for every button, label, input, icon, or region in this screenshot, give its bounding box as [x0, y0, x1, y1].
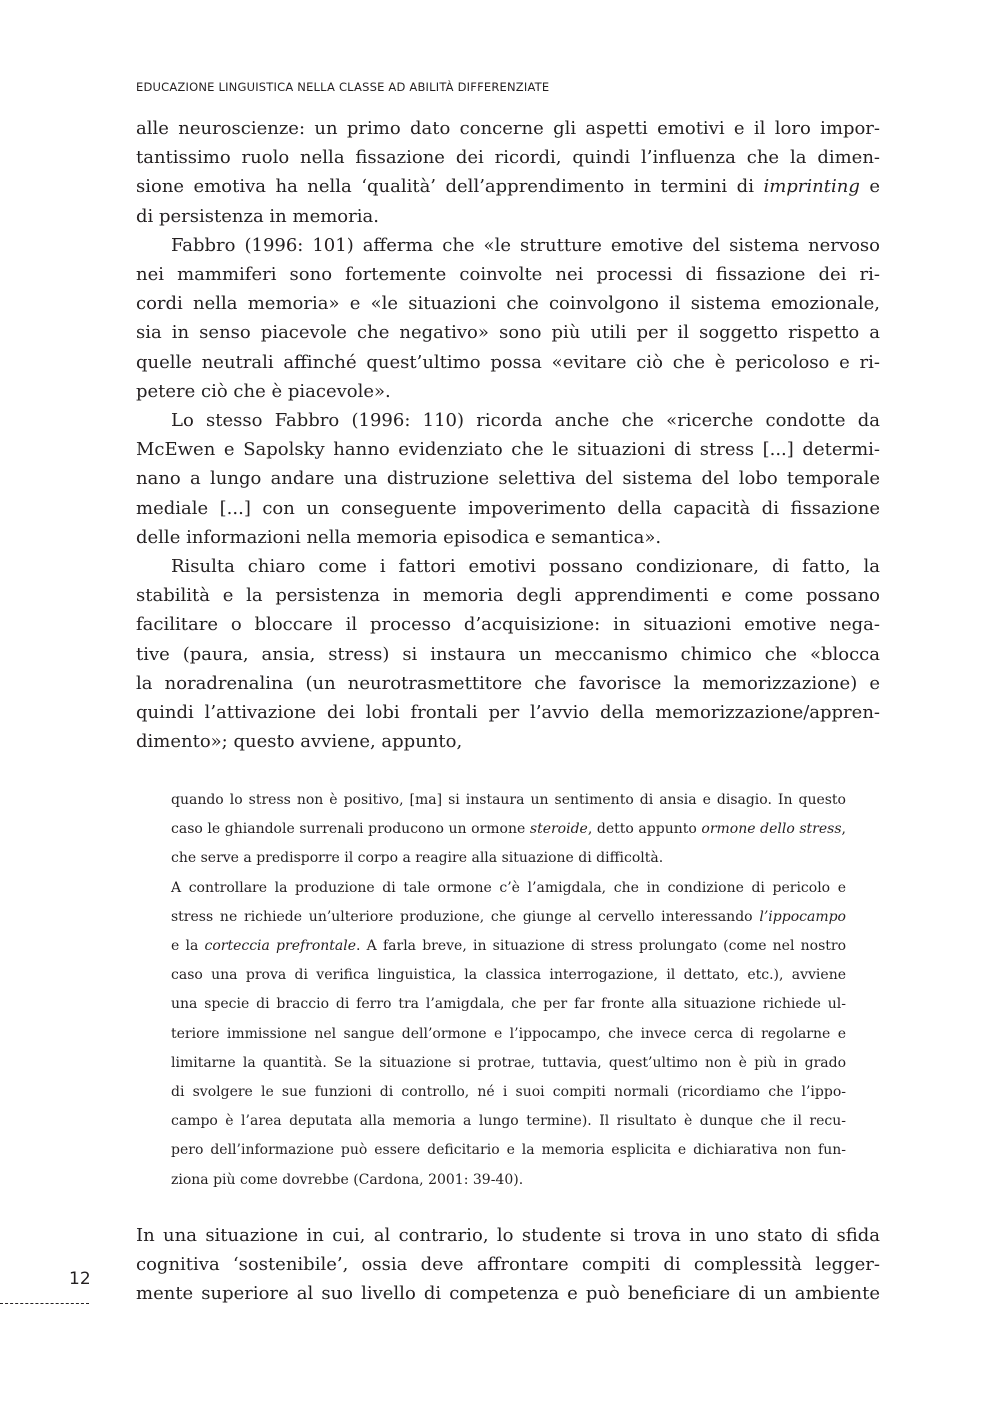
body-line: quindi l’attivazione dei lobi frontali per l’avvio della memorizzazione/appren- — [136, 702, 880, 723]
italic-term: ormone dello stress — [701, 821, 842, 838]
text-run: stress ne richiede un’ulteriore produzione, che giunge al cervello interessando — [171, 908, 760, 925]
body-line: sia in senso piacevole che negativo» sono più utili per il soggetto rispetto a — [136, 322, 880, 344]
italic-term: steroide — [529, 821, 588, 838]
text-run: caso le ghiandole surrenali producono un ormone — [171, 821, 530, 838]
quote-line — [171, 815, 846, 844]
text-run: . A farla breve, in situazione di stress prolungato (come nel nostro — [356, 938, 846, 954]
body-line — [136, 172, 880, 201]
body-line: stabilità e la persistenza in memoria degli apprendimenti e come possano — [136, 585, 880, 607]
body-line: di persistenza in memoria. — [136, 205, 379, 227]
quote-line — [171, 932, 846, 961]
body-line: In una situazione in cui, al contrario, lo studente si trova in uno stato di sfida — [136, 1225, 880, 1246]
body-line: la noradrenalina (un neurotrasmettitore che favorisce la memorizzazione) e — [136, 672, 880, 694]
quote-line: una specie di braccio di ferro tra l’amigdala, che per far fronte alla situazione richiede ul- — [171, 996, 846, 1013]
body-line: cognitiva ‘sostenibile’, ossia deve affrontare compiti di complessità legger- — [136, 1254, 880, 1276]
text-run: e — [859, 176, 880, 198]
page-number-rule — [0, 1303, 89, 1304]
body-line: quelle neutrali affinché quest’ultimo possa «evitare ciò che è pericoloso e ri- — [136, 351, 880, 373]
quote-line: ziona più come dovrebbe (Cardona, 2001: 39-40). — [171, 1171, 524, 1188]
body-line: petere ciò che è piacevole». — [136, 380, 391, 402]
body-line: alle neuroscienze: un primo dato concerne gli aspetti emotivi e il loro impor- — [136, 118, 880, 139]
quote-line — [171, 903, 846, 932]
text-run: , detto appunto — [587, 821, 702, 838]
quote-line: limitarne la quantità. Se la situazione si protrae, tuttavia, quest’ultimo non è più in grado — [171, 1054, 846, 1071]
italic-term: l’ippocampo — [759, 908, 846, 925]
body-line: nano a lungo andare una distruzione selettiva del sistema del lobo temporale — [136, 468, 880, 490]
body-line: McEwen e Sapolsky hanno evidenziato che le situazioni di stress [...] determi- — [136, 439, 880, 461]
body-line: facilitare o bloccare il processo d’acquisizione: in situazioni emotive nega- — [136, 614, 880, 636]
italic-term: imprinting — [763, 176, 860, 198]
quote-line: che serve a predisporre il corpo a reagire alla situazione di difficoltà. — [171, 850, 664, 867]
quote-line: A controllare la produzione di tale ormone c’è l’amigdala, che in condizione di pericolo e — [171, 879, 846, 896]
page-number: 12 — [69, 1269, 91, 1289]
body-line: nei mammiferi sono fortemente coinvolte nei processi di fissazione dei ri- — [136, 264, 880, 285]
text-run: , — [841, 821, 846, 838]
body-line: cordi nella memoria» e «le situazioni che coinvolgono il sistema emozionale, — [136, 293, 880, 315]
running-head: EDUCAZIONE LINGUISTICA NELLA CLASSE AD ABILITÀ DIFFERENZIATE — [136, 80, 550, 94]
body-line: Fabbro (1996: 101) afferma che «le strutture emotive del sistema nervoso — [171, 234, 880, 256]
body-line: Lo stesso Fabbro (1996: 110) ricorda anche che «ricerche condotte da — [171, 410, 880, 431]
body-line: delle informazioni nella memoria episodica e semantica». — [136, 526, 662, 548]
quote-line: caso una prova di verifica linguistica, la classica interrogazione, il dettato, etc.), avviene — [171, 967, 846, 984]
body-line: dimento»; questo avviene, appunto, — [136, 731, 463, 753]
quote-line: pero dell’informazione può essere deficitario e la memoria esplicita e dichiarativa non fun- — [171, 1142, 846, 1159]
quote-line: quando lo stress non è positivo, [ma] si instaura un sentimento di ansia e disagio. In questo — [171, 792, 846, 808]
body-line: Risulta chiaro come i fattori emotivi possano condizionare, di fatto, la — [171, 556, 880, 577]
quote-line: campo è l’area deputata alla memoria a lungo termine). Il risultato è dunque che il recu- — [171, 1113, 846, 1130]
quote-line: teriore immissione nel sangue dell’ormone e l’ippocampo, che invece cerca di regolarne e — [171, 1025, 846, 1042]
body-line: tive (paura, ansia, stress) si instaura un meccanismo chimico che «blocca — [136, 643, 880, 665]
text-run: e la — [171, 938, 205, 954]
body-line: mente superiore al suo livello di competenza e può beneficiare di un ambiente — [136, 1283, 880, 1305]
italic-term: corteccia prefrontale — [204, 938, 357, 954]
text-run: sione emotiva ha nella ‘qualità’ dell’apprendimento in termini di — [136, 176, 764, 198]
quote-line: di svolgere le sue funzioni di controllo, né i suoi compiti normali (ricordiamo che l’ippo- — [171, 1084, 846, 1100]
body-line: mediale [...] con un conseguente impoverimento della capacità di fissazione — [136, 497, 880, 519]
body-line: tantissimo ruolo nella fissazione dei ricordi, quindi l’influenza che la dimen- — [136, 147, 880, 169]
